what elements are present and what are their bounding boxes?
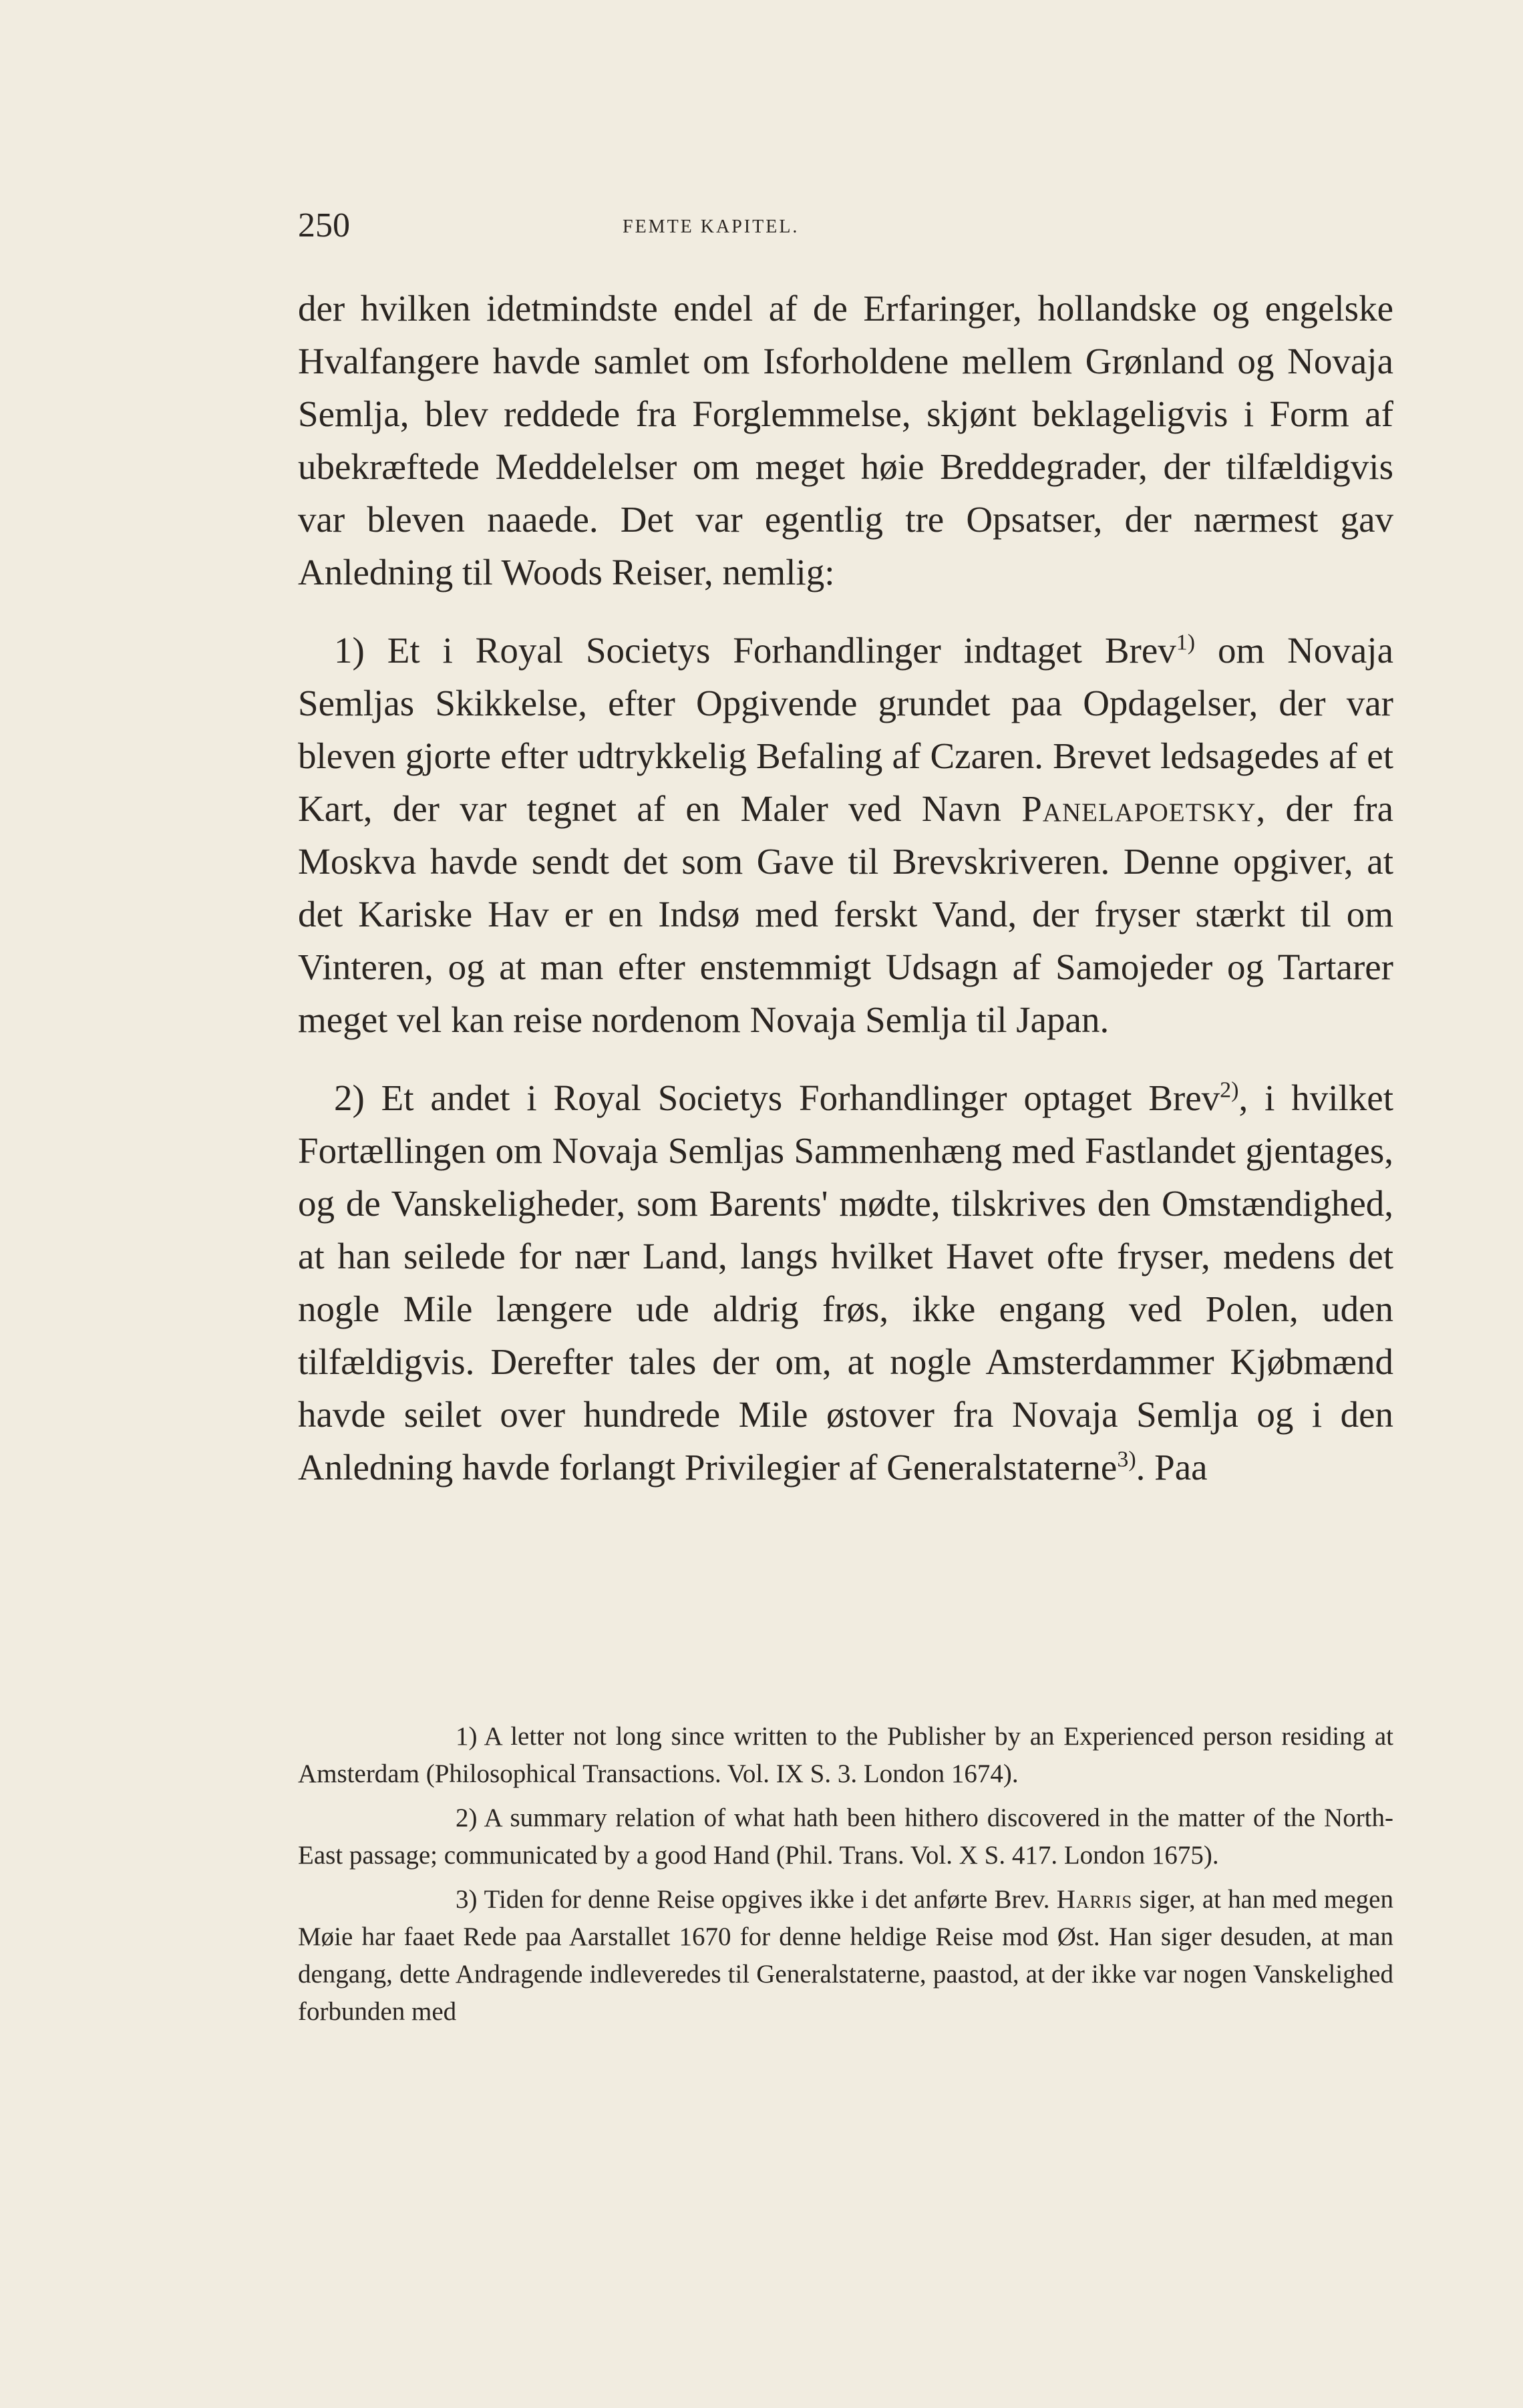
paragraph-2-middle: om Novaja Semljas Skikkelse, efter Opgivende grundet paa Opdagelser, der var bleven gjorte efter udtrykkelig Befaling af Czaren. Brevet ledsagedes af et Kart, der var tegnet af en Maler ved Navn: [298, 630, 1393, 829]
running-head: FEMTE KAPITEL.: [623, 216, 800, 237]
footnote-1: [298, 1718, 1393, 1793]
footnote-3-marker: 3): [456, 1885, 478, 1914]
paragraph-3-prefix: 2) Et andet i Royal Societys Forhandlinger optaget Brev: [334, 1077, 1220, 1118]
paragraph-2-prefix: 1) Et i Royal Societys Forhandlinger indtaget Brev: [334, 630, 1176, 671]
footnotes: [298, 1718, 1393, 2037]
painter-name: Panelapoetsky: [1021, 788, 1256, 829]
footnote-3: [298, 1881, 1393, 2031]
paragraph-3-suffix: . Paa: [1136, 1447, 1208, 1488]
footnote-ref-1: 1): [1176, 630, 1196, 655]
paragraph-2-suffix: , der fra Moskva havde sendt det som Gave til Brevskriveren. Denne opgiver, at det Kariske Hav er en Indsø med ferskt Vand, der fryser stærkt til om Vinteren, og at man efter enstemmigt Udsagn af Samojeder og Tartarer meget vel kan reise nordenom Novaja Semlja til Japan.: [298, 788, 1393, 1040]
footnote-3-suffix: siger, at han med megen Møie har faaet Rede paa Aarstallet 1670 for denne heldige Reise mod Øst. Han siger desuden, at man dengang, dette Andragende indleveredes til Generalstaterne, paastod, at der ikke var nogen Vanskelighed forbunden med: [298, 1885, 1393, 2026]
paragraph-2: [298, 624, 1393, 1046]
footnote-2-marker: 2): [456, 1803, 478, 1832]
author-name: Harris: [1056, 1885, 1133, 1914]
paragraph-1: [298, 282, 1393, 598]
paragraph-3: [298, 1071, 1393, 1494]
paragraph-1-text: der hvilken idetmindste endel af de Erfaringer, hollandske og engelske Hvalfangere havde samlet om Isforholdene mellem Grønland og Novaja Semlja, blev reddede fra Forglemmelse, skjønt beklageligvis i Form af ubekræftede Meddelelser om meget høie Breddegrader, der tilfældigvis var bleven naaede. Det var egentlig tre Opsatser, der nærmest gav Anledning til Woods Reiser, nemlig:: [298, 288, 1393, 592]
footnote-1-marker: 1): [456, 1722, 478, 1751]
main-text: [298, 282, 1393, 1494]
footnote-ref-2: 2): [1220, 1077, 1239, 1103]
footnote-3-prefix: Tiden for denne Reise opgives ikke i det anførte Brev.: [484, 1885, 1057, 1914]
page-header: [298, 206, 1393, 246]
footnote-1-text: A letter not long since written to the Publisher by an Experienced person residing at Amsterdam (Philosophical Transactions. Vol. IX S. 3. London 1674).: [298, 1722, 1393, 1788]
footnote-2: [298, 1799, 1393, 1874]
footnote-2-text: A summary relation of what hath been hithero discovered in the matter of the North-East passage; communicated by a good Hand (Phil. Trans. Vol. X S. 417. London 1675).: [298, 1803, 1393, 1870]
footnote-ref-3: 3): [1117, 1447, 1136, 1472]
page-number: 250: [298, 206, 350, 244]
paragraph-3-middle: , i hvilket Fortællingen om Novaja Semljas Sammenhæng med Fastlandet gjentages, og de Vanskeligheder, som Barents' mødte, tilskrives den Omstændighed, at han seilede for nær Land, langs hvilket Havet ofte fryser, medens det nogle Mile længere ude aldrig frøs, ikke engang ved Polen, uden tilfældigvis. Derefter tales der om, at nogle Amsterdammer Kjøbmænd havde seilet over hundrede Mile østover fra Novaja Semlja og i den Anledning havde forlangt Privilegier af Generalstaterne: [298, 1077, 1393, 1488]
